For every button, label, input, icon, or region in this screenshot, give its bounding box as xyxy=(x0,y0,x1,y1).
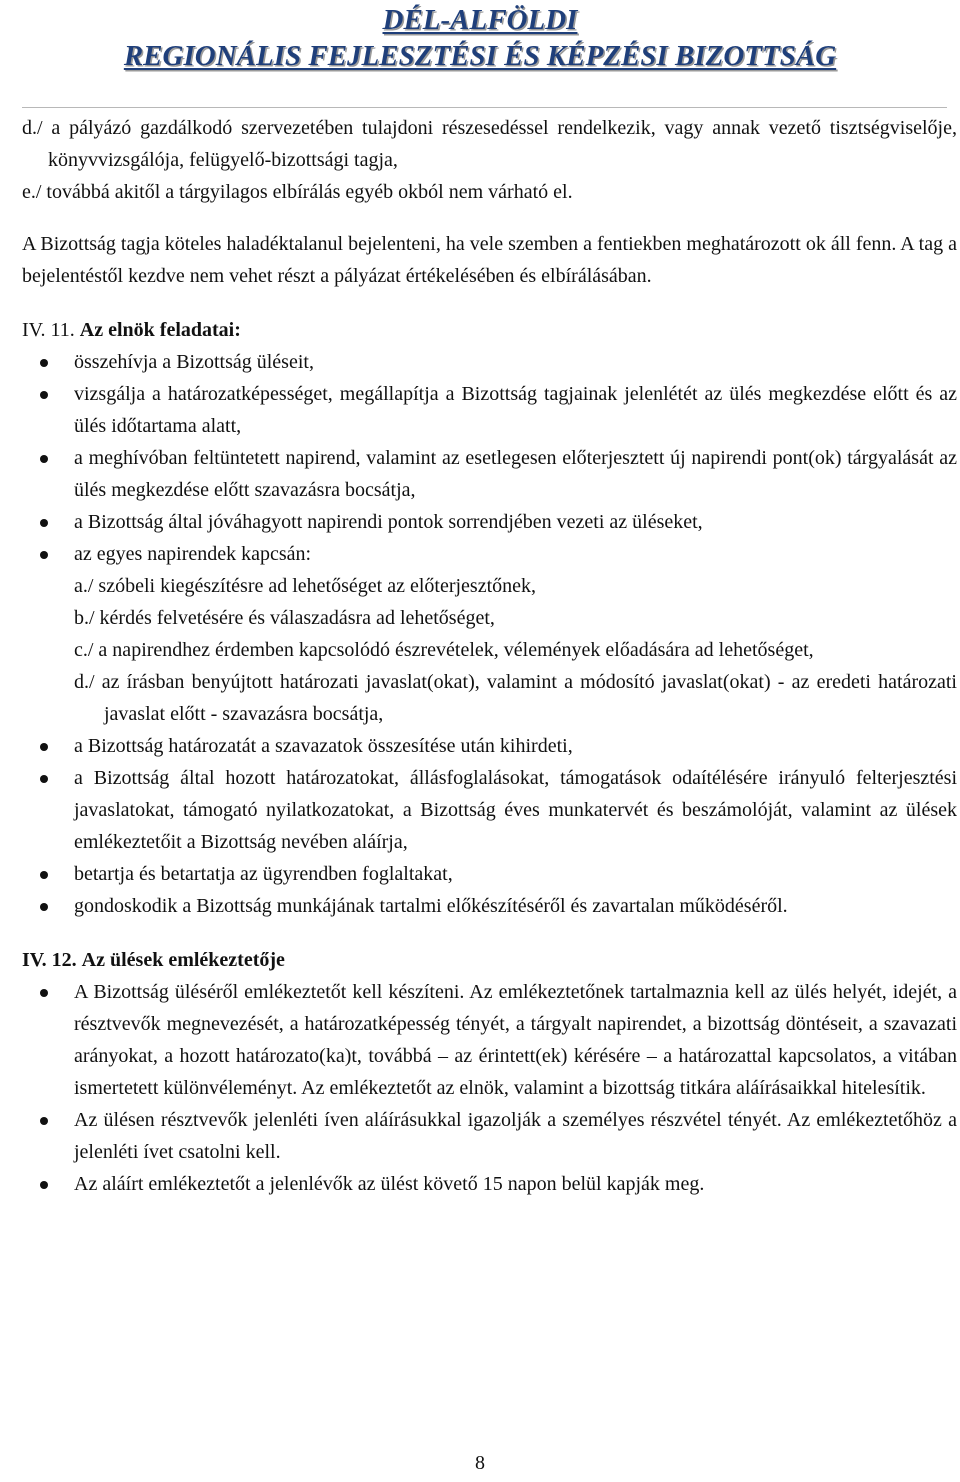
bullet-icon xyxy=(40,775,48,783)
sub-item-d: d./ az írásban benyújtott határozati javaslat(okat), valamint a módosító javaslat(okat) - az eredeti határozati javaslat előtt - szavazásra bocsátja, xyxy=(74,671,957,725)
list-item: az egyes napirendek kapcsán: xyxy=(22,538,957,570)
bullet-icon xyxy=(40,743,48,751)
sub-item-a: a./ szóbeli kiegészítésre ad lehetőséget az előterjesztőnek, xyxy=(74,575,537,597)
bullet-icon xyxy=(40,1181,48,1189)
section-11-list xyxy=(22,346,957,570)
sub-item-c: c./ a napirendhez érdemben kapcsolódó észrevételek, vélemények előadására ad lehetőséget, xyxy=(74,639,814,661)
section-12-list xyxy=(22,976,957,1200)
section-11-title: Az elnök feladatai: xyxy=(79,319,241,341)
bullet-icon xyxy=(40,359,48,367)
section-12-title: Az ülések emlékeztetője xyxy=(81,949,285,971)
section-11-sublist xyxy=(22,570,957,730)
sub-item-b: b./ kérdés felvetésére és válaszadásra ad lehetőséget, xyxy=(74,607,495,629)
intro-item-e: e./ továbbá akitől a tárgyilagos elbírálás egyéb okból nem várható el. xyxy=(22,181,573,203)
intro-item-d: d./ a pályázó gazdálkodó szervezetében tulajdoni részesedéssel rendelkezik, vagy annak vezető tisztségviselője, könyvvizsgálója, felügyelő-bizottsági tagja, xyxy=(22,117,957,171)
bullet-icon xyxy=(40,871,48,879)
list-item: Az aláírt emlékeztetőt a jelenlévők az ülést követő 15 napon belül kapják meg. xyxy=(22,1168,957,1200)
bullet-icon xyxy=(40,1117,48,1125)
bullet-icon xyxy=(40,519,48,527)
list-item: a Bizottság határozatát a szavazatok összesítése után kihirdeti, xyxy=(22,730,957,762)
list-item: a meghívóban feltüntetett napirend, valamint az esetlegesen előterjesztett új napirendi pont(ok) tárgyalását az ülés megkezdése előtt szavazásra bocsátja, xyxy=(22,442,957,506)
list-item: betartja és betartatja az ügyrendben foglaltakat, xyxy=(22,858,957,890)
section-12-number: IV. 12. xyxy=(22,949,77,971)
list-item: a Bizottság által hozott határozatokat, állásfoglalásokat, támogatások odaítélésére irányuló felterjesztési javaslatokat, támogató nyilatkozatokat, a Bizottság éves munkatervét és beszámolóját, valamint az ülések emlékeztetőit a Bizottság nevében aláírja, xyxy=(22,762,957,858)
bullet-icon xyxy=(40,551,48,559)
list-item: gondoskodik a Bizottság munkájának tartalmi előkészítéséről és zavartalan működéséről. xyxy=(22,890,957,922)
list-item: a Bizottság által jóváhagyott napirendi pontok sorrendjében vezeti az üléseket, xyxy=(22,506,957,538)
section-12-heading xyxy=(22,944,957,976)
bullet-icon xyxy=(40,903,48,911)
bullet-icon xyxy=(40,989,48,997)
section-11-number: IV. 11. xyxy=(22,319,75,341)
section-11-list-continued xyxy=(22,730,957,922)
section-11-heading xyxy=(22,314,957,346)
header-divider xyxy=(22,107,947,108)
list-item: Az ülésen résztvevők jelenléti íven aláírásukkal igazolják a személyes részvétel tényét. Az emlékeztetőhöz a jelenléti ívet csatolni kell. xyxy=(22,1104,957,1168)
list-item: vizsgálja a határozatképességet, megállapítja a Bizottság tagjainak jelenlétét az ülés megkezdése előtt és az ülés időtartama alatt, xyxy=(22,378,957,442)
document-header xyxy=(0,2,960,74)
list-item: összehívja a Bizottság üléseit, xyxy=(22,346,957,378)
bullet-icon xyxy=(40,391,48,399)
header-title-line1: DÉL-ALFÖLDI xyxy=(382,4,578,36)
intro-paragraph: A Bizottság tagja köteles haladéktalanul bejelenteni, ha vele szemben a fentiekben meghatározott ok áll fenn. A tag a bejelentéstől kezdve nem vehet részt a pályázat értékelésében és elbírálásában. xyxy=(22,233,957,287)
header-title-line2: REGIONÁLIS FEJLESZTÉSI ÉS KÉPZÉSI BIZOTTSÁG xyxy=(123,40,837,72)
document-body xyxy=(22,112,957,1200)
page-number: 8 xyxy=(475,1452,485,1474)
list-item: A Bizottság üléséről emlékeztetőt kell készíteni. Az emlékeztetőnek tartalmaznia kell az ülés helyét, idejét, a résztvevők megnevezését, a határozatképesség tényét, a tárgyalt napirendet, a bizottság döntéseit, a szavazati arányokat, a hozott határozato(ka)t, továbbá – az érintett(ek) kérésére – a határozattal kapcsolatos, a vitában ismertetett különvéleményt. Az emlékeztetőt az elnök, valamint a bizottság titkára aláírásaikkal hitelesítik. xyxy=(22,976,957,1104)
bullet-icon xyxy=(40,455,48,463)
